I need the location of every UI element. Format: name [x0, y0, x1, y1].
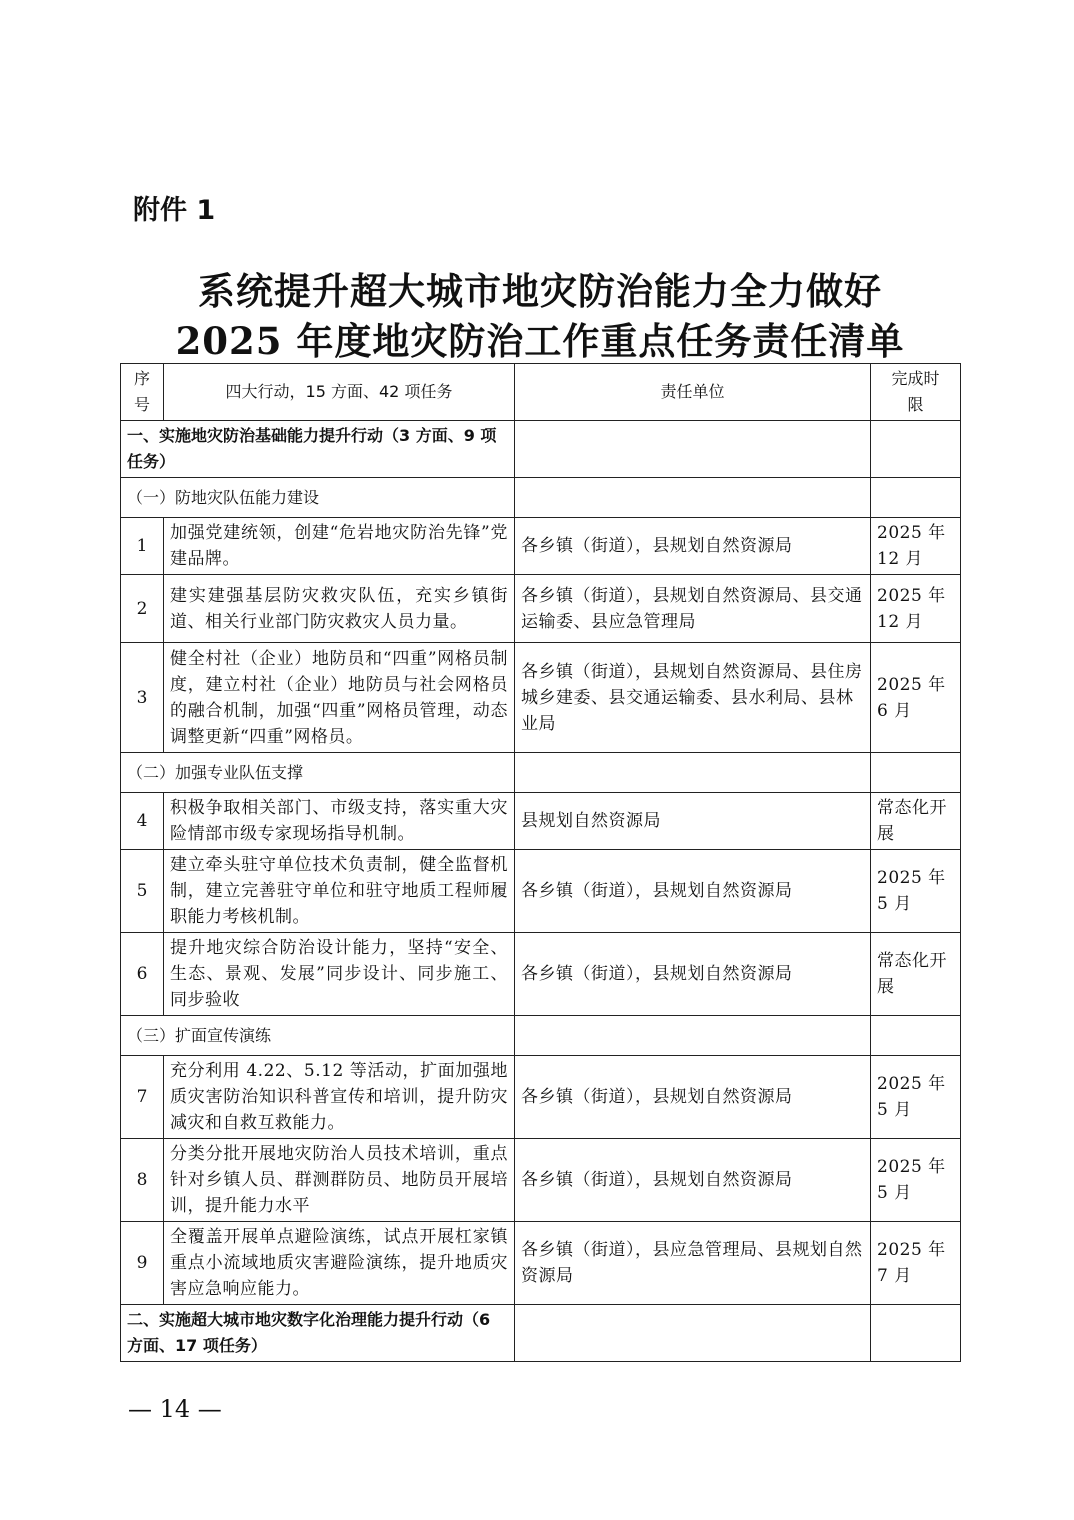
- table-row: [121, 643, 961, 753]
- task-responsibility-table: [120, 363, 961, 1362]
- row-task: 建立牵头驻守单位技术负责制，健全监督机制，建立完善驻守单位和驻守地质工程师履职能力考核机制。: [164, 850, 515, 933]
- row-no: 2: [121, 575, 164, 643]
- row-unit: 各乡镇（街道），县规划自然资源局: [515, 1139, 871, 1222]
- table-row: [121, 793, 961, 850]
- table-row: [121, 850, 961, 933]
- row-deadline: 常态化开展: [871, 793, 961, 850]
- row-deadline: 2025 年12 月: [871, 518, 961, 575]
- row-no: 4: [121, 793, 164, 850]
- table-row: [121, 1139, 961, 1222]
- subsection-row: [121, 753, 961, 793]
- row-deadline: 2025 年12 月: [871, 575, 961, 643]
- row-task: 积极争取相关部门、市级支持，落实重大灾险情部市级专家现场指导机制。: [164, 793, 515, 850]
- row-no: 3: [121, 643, 164, 753]
- row-deadline: 2025 年6 月: [871, 643, 961, 753]
- row-unit: 各乡镇（街道），县规划自然资源局、县交通运输委、县应急管理局: [515, 575, 871, 643]
- header-task: 四大行动，15 方面、42 项任务: [164, 364, 515, 421]
- row-no: 6: [121, 933, 164, 1016]
- table-row: [121, 575, 961, 643]
- title-line-1: 系统提升超大城市地灾防治能力全力做好: [198, 269, 882, 313]
- header-unit: 责任单位: [515, 364, 871, 421]
- row-deadline: 2025 年5 月: [871, 850, 961, 933]
- row-unit: 各乡镇（街道），县规划自然资源局: [515, 850, 871, 933]
- row-task: 建实建强基层防灾救灾队伍，充实乡镇街道、相关行业部门防灾救灾人员力量。: [164, 575, 515, 643]
- row-no: 5: [121, 850, 164, 933]
- document-title: [120, 266, 960, 366]
- row-deadline: 2025 年5 月: [871, 1139, 961, 1222]
- attachment-label: 附件 1: [133, 195, 216, 226]
- row-task: 全覆盖开展单点避险演练，试点开展杠家镇重点小流域地质灾害避险演练，提升地质灾害应急响应能力。: [164, 1222, 515, 1305]
- row-no: 9: [121, 1222, 164, 1305]
- section-row: [121, 1305, 961, 1362]
- page-number: — 14 —: [128, 1395, 222, 1423]
- row-deadline: 2025 年5 月: [871, 1056, 961, 1139]
- row-deadline: 常态化开展: [871, 933, 961, 1016]
- row-unit: 各乡镇（街道），县应急管理局、县规划自然资源局: [515, 1222, 871, 1305]
- row-task: 分类分批开展地灾防治人员技术培训，重点针对乡镇人员、群测群防员、地防员开展培训，提升能力水平: [164, 1139, 515, 1222]
- row-task: 充分利用 4.22、5.12 等活动，扩面加强地质灾害防治知识科普宣传和培训，提升防灾减灾和自救互救能力。: [164, 1056, 515, 1139]
- section-label: 二、实施超大城市地灾数字化治理能力提升行动（6 方面、17 项任务）: [121, 1305, 515, 1362]
- table-row: [121, 518, 961, 575]
- row-task: 健全村社（企业）地防员和“四重”网格员制度，建立村社（企业）地防员与社会网格员的融合机制，加强“四重”网格员管理，动态调整更新“四重”网格员。: [164, 643, 515, 753]
- section-row: [121, 421, 961, 478]
- subsection-row: [121, 478, 961, 518]
- row-no: 8: [121, 1139, 164, 1222]
- row-unit: 各乡镇（街道），县规划自然资源局: [515, 1056, 871, 1139]
- header-deadline: 完成时限: [871, 364, 961, 421]
- row-unit: 县规划自然资源局: [515, 793, 871, 850]
- title-line-2: 2025 年度地灾防治工作重点任务责任清单: [175, 319, 905, 363]
- subsection-label: （一）防地灾队伍能力建设: [121, 478, 515, 518]
- row-no: 1: [121, 518, 164, 575]
- subsection-row: [121, 1016, 961, 1056]
- table-row: [121, 1056, 961, 1139]
- row-no: 7: [121, 1056, 164, 1139]
- row-task: 加强党建统领，创建“危岩地灾防治先锋”党建品牌。: [164, 518, 515, 575]
- row-deadline: 2025 年7 月: [871, 1222, 961, 1305]
- table-row: [121, 933, 961, 1016]
- row-unit: 各乡镇（街道），县规划自然资源局、县住房城乡建委、县交通运输委、县水利局、县林业局: [515, 643, 871, 753]
- row-unit: 各乡镇（街道），县规划自然资源局: [515, 518, 871, 575]
- row-unit: 各乡镇（街道），县规划自然资源局: [515, 933, 871, 1016]
- table-row: [121, 1222, 961, 1305]
- table-header-row: [121, 364, 961, 421]
- subsection-label: （二）加强专业队伍支撑: [121, 753, 515, 793]
- section-label: 一、实施地灾防治基础能力提升行动（3 方面、9 项任务）: [121, 421, 515, 478]
- header-no: 序号: [121, 364, 164, 421]
- subsection-label: （三）扩面宣传演练: [121, 1016, 515, 1056]
- row-task: 提升地灾综合防治设计能力，坚持“安全、生态、景观、发展”同步设计、同步施工、同步验收: [164, 933, 515, 1016]
